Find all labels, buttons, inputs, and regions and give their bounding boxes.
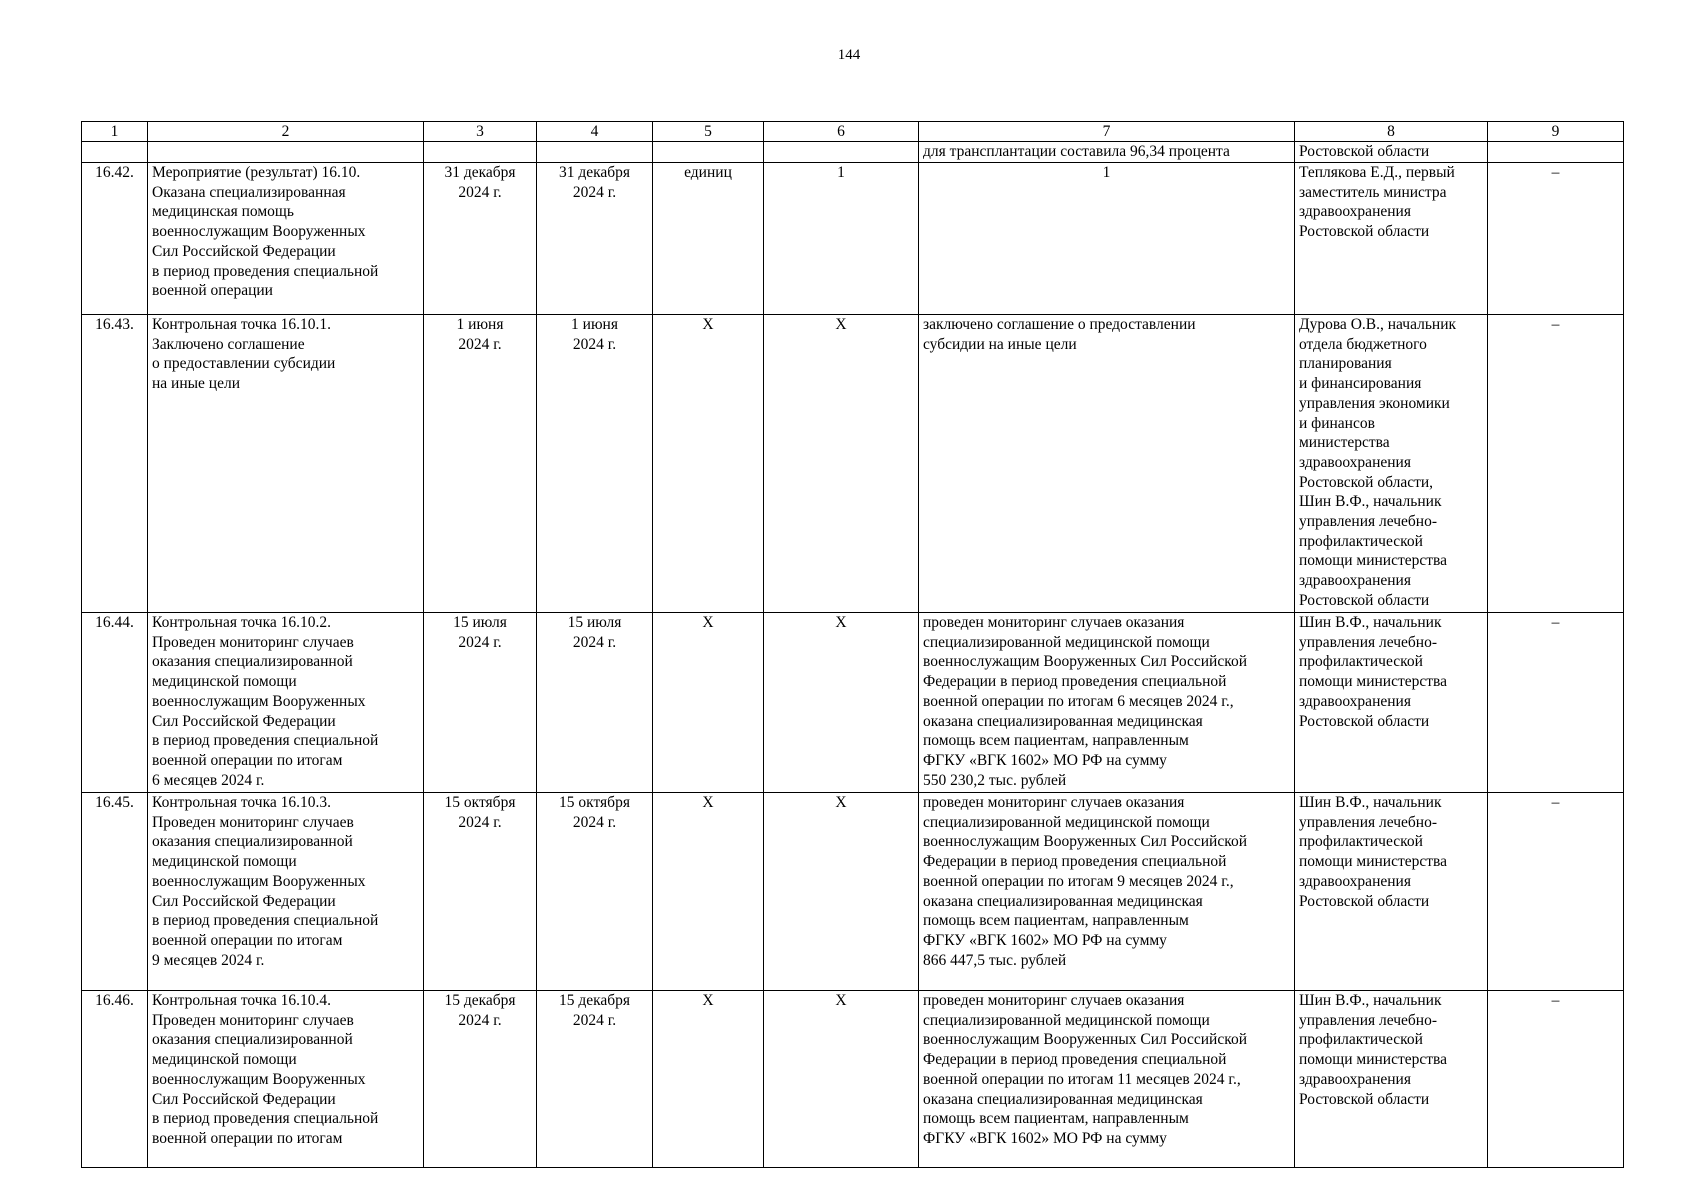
row-name — [148, 142, 424, 163]
row-end-date: 15 июля 2024 г. — [537, 613, 653, 793]
row-note: – — [1488, 991, 1624, 1168]
row-responsible: Дурова О.В., начальник отдела бюджетного планирования и финансирования управления экономики и финансов министерства здравоохранения Ростовской области, Шин В.Ф., начальник управления лечебно- профилактической помощи министерства здравоохранения Ростовской области — [1295, 315, 1488, 613]
column-header: 7 — [919, 122, 1295, 142]
row-result: для трансплантации составила 96,34 процента — [919, 142, 1295, 163]
row-name: Мероприятие (результат) 16.10. Оказана специализированная медицинская помощь военнослужащим Вооруженных Сил Российской Федерации в период проведения специальной военной операции — [148, 163, 424, 315]
row-start-date: 15 декабря 2024 г. — [424, 991, 537, 1168]
row-unit: X — [653, 793, 764, 991]
table-row — [82, 315, 1624, 613]
row-responsible: Ростовской области — [1295, 142, 1488, 163]
row-note: – — [1488, 793, 1624, 991]
row-note: – — [1488, 163, 1624, 315]
row-name: Контрольная точка 16.10.1. Заключено соглашение о предоставлении субсидии на иные цели — [148, 315, 424, 613]
row-result: 1 — [919, 163, 1295, 315]
row-plan-value — [764, 142, 919, 163]
row-end-date: 15 октября 2024 г. — [537, 793, 653, 991]
row-start-date: 31 декабря 2024 г. — [424, 163, 537, 315]
row-end-date: 31 декабря 2024 г. — [537, 163, 653, 315]
row-start-date — [424, 142, 537, 163]
row-plan-value: X — [764, 991, 919, 1168]
row-number: 16.43. — [82, 315, 148, 613]
column-header: 6 — [764, 122, 919, 142]
row-responsible: Теплякова Е.Д., первый заместитель министра здравоохранения Ростовской области — [1295, 163, 1488, 315]
row-plan-value: X — [764, 315, 919, 613]
table-row — [82, 142, 1624, 163]
row-note — [1488, 142, 1624, 163]
plan-table — [81, 121, 1624, 1168]
page-number: 144 — [837, 47, 861, 63]
row-name: Контрольная точка 16.10.2. Проведен мониторинг случаев оказания специализированной медицинской помощи военнослужащим Вооруженных Сил Российской Федерации в период проведения специальной военной операции по итогам 6 месяцев 2024 г. — [148, 613, 424, 793]
column-header: 1 — [82, 122, 148, 142]
table-row — [82, 793, 1624, 991]
row-end-date: 15 декабря 2024 г. — [537, 991, 653, 1168]
row-plan-value: X — [764, 793, 919, 991]
row-number — [82, 142, 148, 163]
row-note: – — [1488, 315, 1624, 613]
row-result: проведен мониторинг случаев оказания специализированной медицинской помощи военнослужащим Вооруженных Сил Российской Федерации в период проведения специальной военной операции по итогам 9 месяцев 2024 г., оказана специализированная медицинская помощь всем пациентам, направленным ФГКУ «ВГК 1602» МО РФ на сумму 866 447,5 тыс. рублей — [919, 793, 1295, 991]
row-unit: единиц — [653, 163, 764, 315]
column-header: 3 — [424, 122, 537, 142]
column-header: 9 — [1488, 122, 1624, 142]
row-end-date: 1 июня 2024 г. — [537, 315, 653, 613]
row-responsible: Шин В.Ф., начальник управления лечебно- профилактической помощи министерства здравоохранения Ростовской области — [1295, 991, 1488, 1168]
row-unit: X — [653, 991, 764, 1168]
table-row — [82, 163, 1624, 315]
column-number-row — [82, 122, 1624, 142]
row-number: 16.46. — [82, 991, 148, 1168]
row-number: 16.44. — [82, 613, 148, 793]
column-header: 8 — [1295, 122, 1488, 142]
row-note: – — [1488, 613, 1624, 793]
row-number: 16.45. — [82, 793, 148, 991]
row-unit — [653, 142, 764, 163]
row-plan-value: 1 — [764, 163, 919, 315]
row-start-date: 1 июня 2024 г. — [424, 315, 537, 613]
row-result: проведен мониторинг случаев оказания специализированной медицинской помощи военнослужащим Вооруженных Сил Российской Федерации в период проведения специальной военной операции по итогам 6 месяцев 2024 г., оказана специализированная медицинская помощь всем пациентам, направленным ФГКУ «ВГК 1602» МО РФ на сумму 550 230,2 тыс. рублей — [919, 613, 1295, 793]
row-start-date: 15 октября 2024 г. — [424, 793, 537, 991]
table-row — [82, 613, 1624, 793]
row-result: проведен мониторинг случаев оказания специализированной медицинской помощи военнослужащим Вооруженных Сил Российской Федерации в период проведения специальной военной операции по итогам 11 месяцев 2024 г., оказана специализированная медицинская помощь всем пациентам, направленным ФГКУ «ВГК 1602» МО РФ на сумму — [919, 991, 1295, 1168]
row-plan-value: X — [764, 613, 919, 793]
column-header: 4 — [537, 122, 653, 142]
row-unit: X — [653, 613, 764, 793]
row-result: заключено соглашение о предоставлении субсидии на иные цели — [919, 315, 1295, 613]
column-header: 2 — [148, 122, 424, 142]
row-responsible: Шин В.Ф., начальник управления лечебно- профилактической помощи министерства здравоохранения Ростовской области — [1295, 793, 1488, 991]
row-responsible: Шин В.Ф., начальник управления лечебно- профилактической помощи министерства здравоохранения Ростовской области — [1295, 613, 1488, 793]
row-unit: X — [653, 315, 764, 613]
column-header: 5 — [653, 122, 764, 142]
row-end-date — [537, 142, 653, 163]
row-start-date: 15 июля 2024 г. — [424, 613, 537, 793]
row-name: Контрольная точка 16.10.3. Проведен мониторинг случаев оказания специализированной медицинской помощи военнослужащим Вооруженных Сил Российской Федерации в период проведения специальной военной операции по итогам 9 месяцев 2024 г. — [148, 793, 424, 991]
table-row — [82, 991, 1624, 1168]
row-number: 16.42. — [82, 163, 148, 315]
row-name: Контрольная точка 16.10.4. Проведен мониторинг случаев оказания специализированной медицинской помощи военнослужащим Вооруженных Сил Российской Федерации в период проведения специальной военной операции по итогам — [148, 991, 424, 1168]
